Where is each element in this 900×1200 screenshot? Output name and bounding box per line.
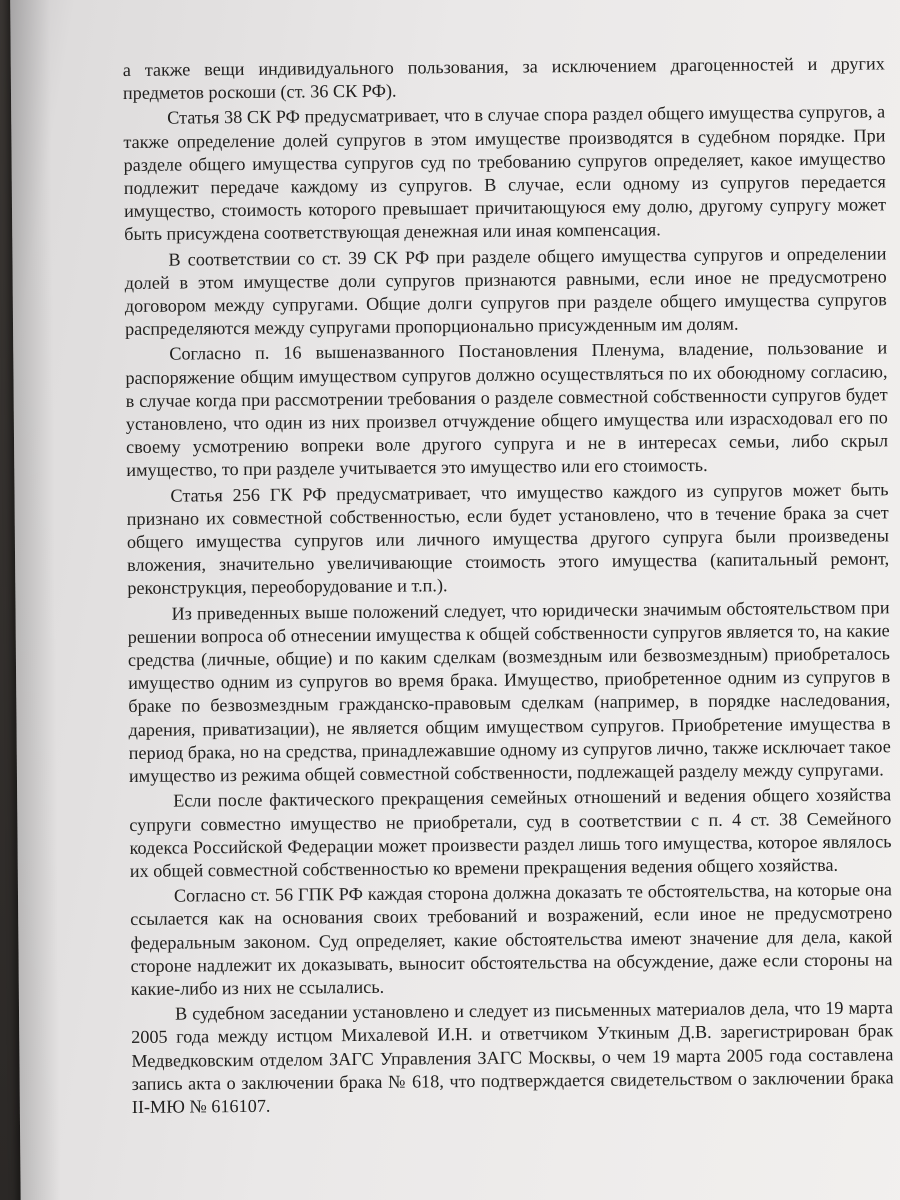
paragraph-article-38-p4: Если после фактического прекращения семейных отношений и ведения общего хозяйства супруги совместно имущество не приобретали, суд в соответствии с п. 4 ст. 38 Семейного кодекса Российской Федерации может произвести раздел лишь того имущества, которое являлось их общей совместной собственностью ко времени прекращения ведения общего хозяйства. (129, 784, 892, 881)
paragraph-article-38: Статья 38 СК РФ предусматривает, что в случае спора раздел общего имущества супругов, а также определение долей супругов в этом имуществе производятся в судебном порядке. При разделе общего имущества супругов суд по требованию супругов определяет, какое имущество подлежит передаче каждому из супругов. В случае, если одному из супругов передается имущество, стоимость которого превышает причитающуюся ему долю, другому супругу может быть присуждена соответствующая денежная или иная компенсация. (123, 101, 887, 245)
document-page (10, 0, 900, 1200)
paragraph-article-256: Статья 256 ГК РФ предусматривает, что имущество каждого из супругов может быть признано их совместной собственностью, если будет установлено, что в течение брака за счет общего имущества супругов или личного имущества другого супруга были произведены вложения, значительно увеличивающие стоимость этого имущества (капитальный ремонт, реконструкция, переоборудование и т.п.). (126, 479, 890, 599)
paragraph-court-findings: В судебном заседании установлено и следует из письменных материалов дела, что 19 марта 2005 года между истцом Михалевой И.Н. и ответчиком Уткиным Д.В. зарегистрирован брак Медведковским отделом ЗАГС Управления ЗАГС Москвы, о чем 19 марта 2005 года составлена запись акта о заключении брака № 618, что подтверждается свидетельством о заключении брака II-МЮ № 616107. (131, 997, 894, 1117)
paragraph-continuation: а также вещи индивидуального пользования, за исключением драгоценностей и других предметов роскоши (ст. 36 СК РФ). (122, 53, 885, 104)
paragraph-article-39: В соответствии со ст. 39 СК РФ при разделе общего имущества супругов и определении долей в этом имуществе доли супругов признаются равными, если иное не предусмотрено договором между супругами. Общие долги супругов при разделе общего имущества супругов распределяются между супругами пропорционально присужденным им долям. (124, 242, 887, 340)
paragraph-conclusion: Из приведенных выше положений следует, что юридически значимым обстоятельством при решении вопроса об отнесении имущества к общей собственности супругов является то, на какие средства (личные, общие) и по каким сделкам (возмездным или безвозмездным) приобреталось имущество одним из супругов во время брака. Имущество, приобретенное одним из супругов в браке по безвозмездным гражданско-правовым сделкам (например, в порядке наследования, дарения, приватизации), не является общим имуществом супругов. Приобретение имущества в период брака, но на средства, принадлежавшие одному из супругов лично, также исключает такое имущество из режима общей совместной собственности, подлежащей разделу между супругами. (127, 597, 891, 787)
document-body (123, 52, 894, 1121)
paragraph-article-56: Согласно ст. 56 ГПК РФ каждая сторона должна доказать те обстоятельства, на которые она ссылается как на основания своих требований и возражений, если иное не предусмотрено федеральным законом. Суд определяет, какие обстоятельства имеют значение для дела, какой стороне надлежит их доказывать, выносит обстоятельства на обсуждение, даже если стороны на какие-либо из них не ссылались. (130, 879, 893, 999)
paragraph-plenum-16: Согласно п. 16 вышеназванного Постановления Пленума, владение, пользование и распоряжение общим имуществом супругов должно осуществляться по их обоюдному согласию, в случае когда при рассмотрении требования о разделе совместной собственности супругов будет установлено, что один из них произвел отчуждение общего имущества или израсходовал его по своему усмотрению вопреки воле другого супруга и не в интересах семьи, либо скрыл имущество, то при разделе учитывается это имущество или его стоимость. (125, 337, 889, 481)
